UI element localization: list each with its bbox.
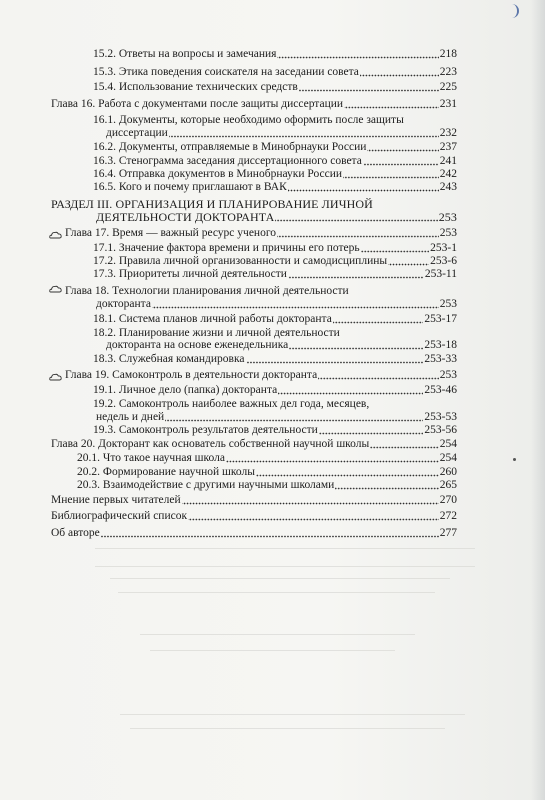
toc-entry-text: 16.3. Стенограмма заседания диссертационного совета	[93, 155, 362, 167]
toc-entry	[93, 181, 457, 194]
leader-dots	[333, 315, 424, 324]
toc-entry-text: 18.3. Служебная командировка	[93, 353, 245, 365]
toc-entry	[51, 98, 457, 111]
toc-entry-text: 15.4. Использование технических средств	[93, 81, 298, 93]
toc-entry-text: Глава 18. Технологии планирования личной деятельности	[65, 285, 349, 297]
toc-entry-page: 254	[439, 438, 457, 450]
toc-entry-page: 272	[439, 510, 457, 522]
toc-entry-text: 17.3. Приоритеты личной деятельности	[93, 268, 287, 280]
leader-dots	[343, 170, 439, 179]
toc-entry-text: 20.2. Формирование научной школы	[77, 466, 255, 478]
toc-entry	[93, 48, 457, 61]
leader-dots	[275, 213, 437, 222]
toc-entry-text: докторанта	[96, 298, 151, 310]
toc-entry	[106, 127, 457, 140]
toc-entry-text: 16.2. Документы, отправляемые в Минобрнауки России	[93, 141, 367, 153]
toc-entry	[51, 494, 457, 507]
leader-dots	[318, 371, 439, 380]
cloud-icon	[49, 231, 62, 239]
leader-dots	[319, 426, 424, 435]
section-heading-text: ДЕЯТЕЛЬНОСТИ ДОКТОРАНТА	[96, 210, 275, 224]
leader-dots	[152, 300, 439, 309]
toc-entry-text: 19.3. Самоконтроль результатов деятельности	[93, 424, 318, 436]
toc-entry-text: Глава 20. Докторант как основатель собственной научной школы	[51, 438, 370, 450]
toc-entry	[93, 141, 457, 154]
toc-entry-text: 18.1. Система планов личной работы докторанта	[93, 313, 332, 325]
toc-entry	[49, 369, 457, 382]
toc-entry-page: 253-6	[430, 255, 457, 267]
toc-entry-page: 253-18	[424, 339, 457, 351]
leader-dots	[361, 244, 430, 253]
toc-entry-page: 253-17	[424, 313, 457, 325]
toc-entry	[93, 242, 457, 255]
leader-dots	[288, 183, 439, 192]
toc-entry	[93, 155, 457, 168]
toc-entry-page: 231	[439, 98, 457, 110]
cloud-icon	[49, 285, 62, 293]
toc-entry	[49, 285, 349, 298]
leader-dots	[289, 341, 423, 350]
leader-dots	[335, 481, 438, 490]
toc-entry-text: 16.5. Кого и почему приглашают в ВАК	[93, 181, 287, 193]
toc-entry	[106, 339, 457, 352]
toc-entry-page: 253-53	[424, 411, 457, 423]
toc-entry-page: 253	[439, 298, 457, 310]
leader-dots	[101, 529, 439, 538]
toc-entry	[93, 168, 457, 181]
toc-entry-page: 253-46	[424, 384, 457, 396]
toc-entry-page: 232	[439, 127, 457, 139]
toc-entry	[51, 510, 457, 523]
toc-entry-page: 237	[439, 141, 457, 153]
toc-entry-page: 260	[439, 466, 457, 478]
toc-entry	[96, 211, 457, 224]
leader-dots	[299, 83, 439, 92]
toc-entry	[51, 438, 457, 451]
toc-entry-text: 15.2. Ответы на вопросы и замечания	[93, 48, 277, 60]
toc-entry-page: 253-11	[424, 268, 457, 280]
toc-entry-text: Глава 16. Работа с документами после защиты диссертации	[51, 98, 344, 110]
toc-entry-page: 242	[439, 168, 457, 180]
toc-entry-page: 270	[439, 494, 457, 506]
toc-entry-text: Библиографический список	[51, 510, 188, 522]
toc-entry-page: 253	[439, 369, 457, 381]
leader-dots	[188, 512, 439, 521]
leader-dots	[278, 386, 423, 395]
leader-dots	[277, 229, 439, 238]
leader-dots	[182, 496, 439, 505]
toc-entry-text: докторанта на основе еженедельника	[106, 339, 289, 351]
toc-entry-page: 243	[439, 181, 457, 193]
toc-entry-text: 20.3. Взаимодействие с другими научными школами	[77, 479, 335, 491]
toc-entry-page: 225	[439, 81, 457, 93]
toc-entry	[93, 255, 457, 268]
toc-entry-text: Об авторе	[51, 527, 100, 539]
toc-entry-text: 17.1. Значение фактора времени и причины его потерь	[93, 242, 360, 254]
toc-entry	[96, 298, 457, 311]
toc-entry	[77, 479, 457, 492]
toc-entry	[51, 527, 457, 540]
toc-entry	[93, 384, 457, 397]
toc-entry	[93, 114, 404, 127]
leader-dots	[246, 355, 424, 364]
toc-entry	[96, 411, 457, 424]
toc-entry	[93, 81, 457, 94]
toc-entry-text: 19.1. Личное дело (папка) докторанта	[93, 384, 278, 396]
leader-dots	[169, 129, 439, 138]
toc-entry	[77, 466, 457, 479]
toc-entry-page: 254	[439, 452, 457, 464]
toc-entry-text: 18.2. Планирование жизни и личной деятельности	[93, 327, 340, 339]
toc-entry	[93, 398, 369, 411]
toc-entry-page: 253	[439, 227, 457, 239]
toc-entry-text: диссертации	[106, 127, 168, 139]
toc-entry-page: 253	[438, 210, 457, 224]
leader-dots	[344, 100, 439, 109]
toc-entry-page: 277	[439, 527, 457, 539]
toc-entry-text: 16.4. Отправка документов в Минобрнауки России	[93, 168, 343, 180]
toc-entry-text: 15.3. Этика поведения соискателя на заседании совета	[93, 66, 359, 78]
toc-entry-page: 253-1	[430, 242, 457, 254]
toc-entry-text: Мнение первых читателей	[51, 494, 181, 506]
leader-dots	[363, 157, 439, 166]
toc-entry	[77, 452, 457, 465]
toc-entry	[93, 353, 457, 366]
toc-entry	[93, 313, 457, 326]
toc-entry	[49, 227, 457, 240]
toc-entry-page: 265	[439, 479, 457, 491]
toc-entry-text: 16.1. Документы, которые необходимо оформить после защиты	[93, 114, 404, 126]
toc-entry-page: 218	[439, 48, 457, 60]
toc-entry-text: 20.1. Что такое научная школа	[77, 452, 225, 464]
leader-dots	[370, 440, 439, 449]
leader-dots	[226, 454, 439, 463]
toc-entry-text: Глава 17. Время — важный ресурс ученого	[65, 227, 277, 239]
leader-dots	[388, 257, 429, 266]
leader-dots	[288, 270, 424, 279]
leader-dots	[360, 68, 439, 77]
section-heading-text: РАЗДЕЛ III. ОРГАНИЗАЦИЯ И ПЛАНИРОВАНИЕ ЛИЧНОЙ	[51, 197, 373, 211]
leader-dots	[367, 143, 438, 152]
toc-entry	[93, 424, 457, 437]
cloud-icon	[49, 373, 62, 381]
toc-entry-text: 19.2. Самоконтроль наиболее важных дел года, месяцев,	[93, 398, 370, 410]
toc-entry-text: Глава 19. Самоконтроль в деятельности докторанта	[65, 369, 318, 381]
toc-entry	[93, 66, 457, 79]
toc-entry-page: 223	[439, 66, 457, 78]
toc-entry-text: недель и дней	[96, 411, 165, 423]
leader-dots	[165, 413, 423, 422]
toc-entry-page: 253-56	[424, 424, 457, 436]
leader-dots	[256, 468, 439, 477]
toc-entry	[93, 268, 457, 281]
toc-entry-page: 241	[439, 155, 457, 167]
toc-entry-text: 17.2. Правила личной организованности и самодисциплины	[93, 255, 388, 267]
toc-entry-page: 253-33	[424, 353, 457, 365]
leader-dots	[277, 50, 438, 59]
